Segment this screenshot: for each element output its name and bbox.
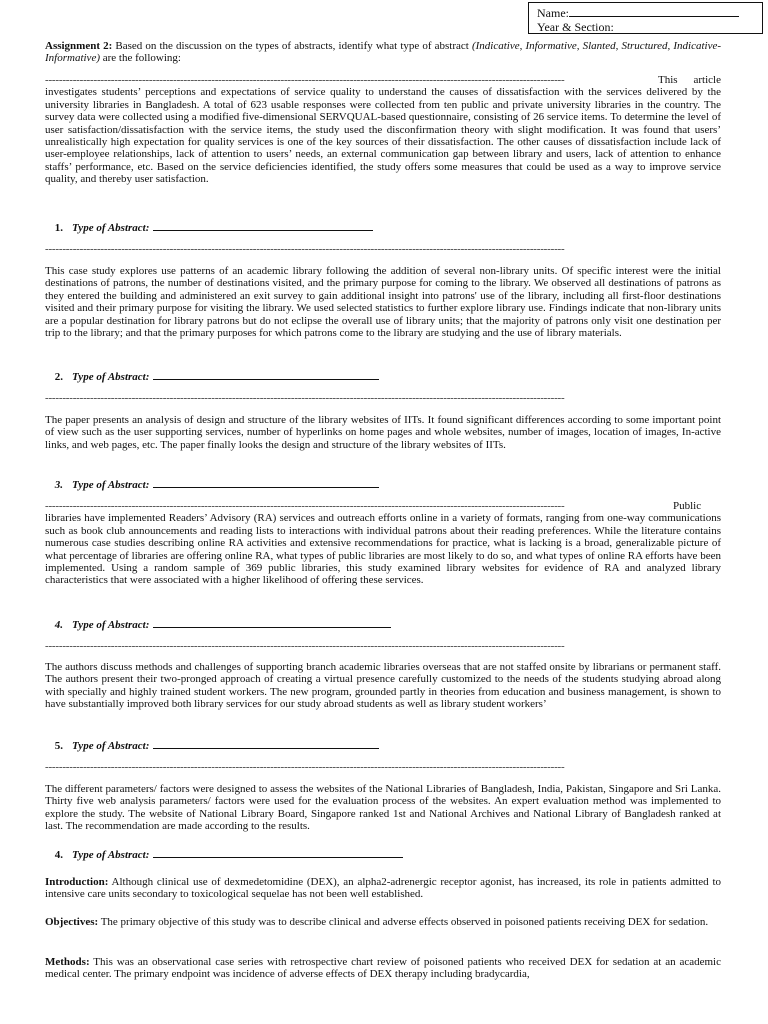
abstract-3-body: The paper presents an analysis of design and structure of the library websites of IITs. It found significant differences according to some important point of view such as the user supporting services, number of hyperlinks on home pages and whole websites, number of images, location of images, In-active links, and web pages, etc. The paper finally looks the design and structure of the library websites of IITs. xyxy=(45,414,721,451)
abstract-5-body: The authors discuss methods and challenges of supporting branch academic libraries overseas that are not staffed onsite by librarians or permanent staff. The authors present their two-pronged approach of creating a virtual presence carefully customized to the needs of the students studying abroad along with specially and highly trained student workers. The new program, grounded partly in theories from education and business management, is shown to have substantially improved both library services for our study abroad students as well as library student workers’ xyxy=(45,661,721,711)
question-3 xyxy=(45,477,379,491)
question-1 xyxy=(45,220,373,234)
separator-line: ------------------------------------------------------------------------------------------------------------------------------------------------------ xyxy=(45,74,565,86)
abstract-1-text xyxy=(45,74,721,186)
abstract-1-lead: This article xyxy=(658,74,721,86)
answer-3-field[interactable] xyxy=(153,477,379,488)
methods-text: This was an observational case series with retrospective chart review of poisoned patients who received DEX for sedation at an academic medical center. The primary endpoint was incidence of adverse effects of DEX therapy including bradycardia, xyxy=(45,956,721,981)
question-2-label: Type of Abstract: xyxy=(72,371,150,383)
abstract-4-lead: Public xyxy=(673,500,702,512)
abstract-2 xyxy=(45,265,721,339)
question-6 xyxy=(45,847,403,861)
question-5-label: Type of Abstract: xyxy=(72,740,150,752)
separator-2: ------------------------------------------------------------------------------------------------------------------------------------------------------ xyxy=(45,243,565,255)
assignment-tail: are the following: xyxy=(99,52,181,65)
year-section-label: Year & Section: xyxy=(537,19,614,34)
name-field[interactable] xyxy=(569,5,739,17)
abstract-6-body: The different parameters/ factors were designed to assess the websites of the National Libraries of Bangladesh, India, Pakistan, Singapore and Sri Lanka. Thirty five web analysis parameters/ factors were used for the evaluation process of the websites. An expert evaluation method was implemented to explore the study. The website of National Library Board, Singapore ranked 1st and National Archives and National Library of Bangladesh ranked at last. The recommendation are made according to the results. xyxy=(45,783,721,833)
abstract-types: (Indicative, Informative, Slanted, Structured, Indicative-Informative) xyxy=(45,40,721,65)
objectives-text: The primary objective of this study was to describe clinical and adverse effects observed in poisoned patients receiving DEX for sedation. xyxy=(98,916,709,928)
name-section-box xyxy=(528,2,763,34)
assignment-instructions xyxy=(45,40,721,65)
introduction-heading: Introduction: xyxy=(45,876,109,888)
question-2 xyxy=(45,369,379,383)
separator-6: ------------------------------------------------------------------------------------------------------------------------------------------------------ xyxy=(45,761,565,773)
abstract-2-body: This case study explores use patterns of an academic library following the addition of several non-library units. Of specific interest were the initial destinations of patrons, the number of destinations visited, and the primary purpose for coming to the library. We observed all destinations of patrons as they entered the building and administered an exit survey to gain additional insight into patrons' use of the library, including all first-floor destinations visited and their primary purpose for visiting the library. We used selected statistics to further explore library use. Findings indicate that non-library units are a popular destination for library patrons but do not eclipse the overall use of library units; that the majority of patrons only visit one destination per trip to the library; and that the primary purposes for which patrons come to the library are studying and the use of library materials. xyxy=(45,265,721,340)
answer-4-field[interactable] xyxy=(153,617,391,628)
abstract-1-body: investigates students’ perceptions and expectations of service quality to understand the causes of dissatisfaction with the services delivered by the university libraries in Bangladesh. A total of 623 usable responses were collected from ten public and private university libraries in the country. The survey data were collected using a modified five-dimensional SERVQUAL-based questionnaire, consisting of 26 service items. To determine the level of user satisfaction/dissatisfaction with the service items, the study used the disconfirmation theory with slight modification. It was found that users’ unrealistically high expectation for quality services is one of the key sources of their dissatisfaction. The other causes of dissatisfaction include lack of user-employee relationships, lack of attention to users’ needs, an external communication gap between library and users, lack of attention to enhance staffs’ performance, etc. Based on the service deficiencies identified, the study offers some measures that could be used as a way to improve service quality, and thereby user satisfaction. xyxy=(45,86,721,186)
question-6-number: 4. xyxy=(54,849,63,861)
question-5-number: 5. xyxy=(54,740,63,752)
question-3-number: 3. xyxy=(54,479,63,491)
abstract-4 xyxy=(45,500,721,587)
structured-objectives xyxy=(45,916,721,928)
assignment-heading: Assignment 2: xyxy=(45,40,113,52)
abstract-1 xyxy=(45,74,721,186)
answer-1-field[interactable] xyxy=(153,220,373,231)
separator-3: ------------------------------------------------------------------------------------------------------------------------------------------------------ xyxy=(45,392,565,404)
question-4 xyxy=(45,617,391,631)
question-1-number: 1. xyxy=(54,222,63,234)
answer-5-field[interactable] xyxy=(153,738,379,749)
answer-6-field[interactable] xyxy=(153,847,403,858)
abstract-5 xyxy=(45,661,721,711)
question-4-label: Type of Abstract: xyxy=(72,619,150,631)
methods-heading: Methods: xyxy=(45,956,90,968)
abstract-4-body: libraries have implemented Readers’ Advisory (RA) services and outreach efforts online in a variety of formats, ranging from one-way communications such as book club announcements and reading lists to interactions with individual patrons about their reading preferences. While the literature contains numerous case studies describing online RA activities and extensive recommendations for practice, what is lacking is a broad, generalizable picture of what percentage of libraries are offering online RA, what types of public libraries are most likely to do so, and what types of online RA efforts have been implemented. Using a random sample of 369 public libraries, this study examined library websites for evidence of RA and analyzed library characteristics that were associated with a higher likelihood of offering these services. xyxy=(45,512,721,587)
question-5 xyxy=(45,738,379,752)
objectives-heading: Objectives: xyxy=(45,916,99,928)
abstract-4-text xyxy=(45,500,721,587)
separator-line: ------------------------------------------------------------------------------------------------------------------------------------------------------ xyxy=(45,500,565,512)
structured-introduction xyxy=(45,876,721,901)
name-label: Name: xyxy=(537,6,569,20)
structured-methods xyxy=(45,956,721,981)
separator-5: ------------------------------------------------------------------------------------------------------------------------------------------------------ xyxy=(45,640,565,652)
answer-2-field[interactable] xyxy=(153,369,379,380)
question-3-label: Type of Abstract: xyxy=(72,479,150,491)
assignment-intro: Based on the discussion on the types of abstracts, identify what type of abstract xyxy=(112,40,472,52)
abstract-6 xyxy=(45,783,721,833)
question-4-number: 4. xyxy=(54,619,63,631)
question-2-number: 2. xyxy=(54,371,63,383)
question-1-label: Type of Abstract: xyxy=(72,222,150,234)
abstract-3 xyxy=(45,414,721,451)
introduction-text: Although clinical use of dexmedetomidine (DEX), an alpha2-adrenergic receptor agonist, has increased, its role in patients admitted to intensive care units secondary to toxicological sequelae has not been well established. xyxy=(45,876,721,901)
question-6-label: Type of Abstract: xyxy=(72,849,150,861)
